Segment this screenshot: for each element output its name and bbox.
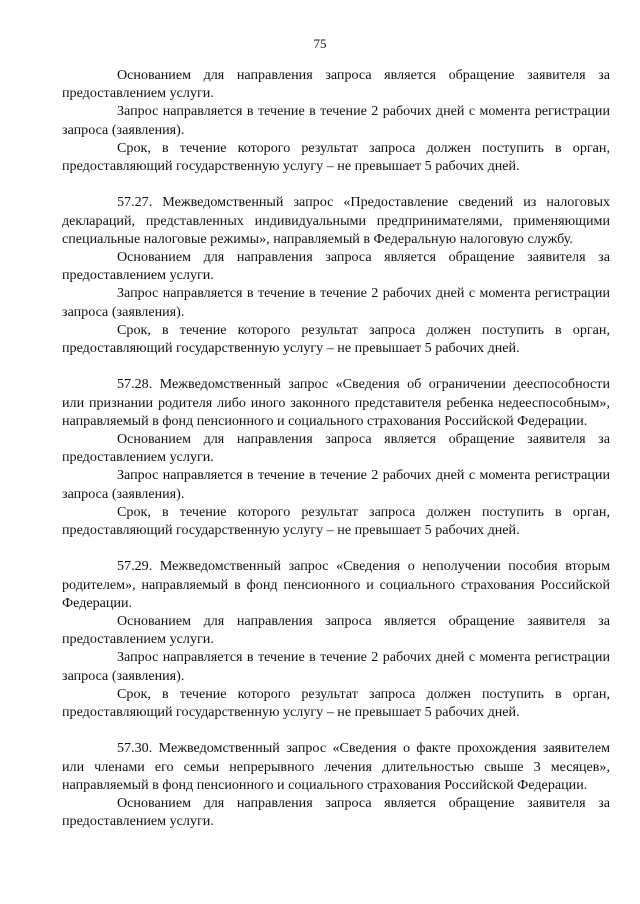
section-57-28-heading: 57.28. Межведомственный запрос «Сведения об ограничении дееспособности или признании родителя либо иного законного представителя ребенка недееспособным», направляемый в фонд пенсионного и социального страхования Российской Федерации.	[62, 376, 610, 429]
section-gap	[62, 721, 610, 739]
section-57-30-heading: 57.30. Межведомственный запрос «Сведения о факте прохождения заявителем или членами его семьи непрерывного лечения длительностью свыше 3 месяцев», направляемый в фонд пенсионного и социального страхования Российской Федерации.	[62, 740, 610, 793]
paragraph-basis: Основанием для направления запроса является обращение заявителя за предоставлением услуги.	[62, 249, 610, 284]
section-gap	[62, 539, 610, 557]
paragraph-request-timing: Запрос направляется в течение в течение 2 рабочих дней с момента регистрации запроса (заявления).	[62, 649, 610, 684]
section-gap	[62, 175, 610, 193]
document-body	[62, 66, 610, 830]
paragraph-request-timing: Запрос направляется в течение в течение 2 рабочих дней с момента регистрации запроса (заявления).	[62, 467, 610, 502]
section-gap	[62, 357, 610, 375]
paragraph-response-deadline: Срок, в течение которого результат запроса должен поступить в орган, предоставляющий государственную услугу – не превышает 5 рабочих дней.	[62, 321, 610, 357]
paragraph-response-deadline: Срок, в течение которого результат запроса должен поступить в орган, предоставляющий государственную услугу – не превышает 5 рабочих дней.	[62, 503, 610, 539]
paragraph-basis: Основанием для направления запроса является обращение заявителя за предоставлением услуги.	[62, 67, 610, 102]
section-57-27-heading: 57.27. Межведомственный запрос «Предоставление сведений из налоговых деклараций, представленных индивидуальными предпринимателями, применяющими специальные налоговые режимы», направляемый в Федеральную налоговую службу.	[62, 194, 610, 247]
paragraph-response-deadline: Срок, в течение которого результат запроса должен поступить в орган, предоставляющий государственную услугу – не превышает 5 рабочих дней.	[62, 139, 610, 175]
paragraph-basis: Основанием для направления запроса является обращение заявителя за предоставлением услуги.	[62, 431, 610, 466]
page-number: 75	[313, 36, 327, 51]
paragraph-request-timing: Запрос направляется в течение в течение 2 рабочих дней с момента регистрации запроса (заявления).	[62, 103, 610, 138]
paragraph-basis: Основанием для направления запроса является обращение заявителя за предоставлением услуги.	[62, 613, 610, 648]
section-57-29-heading: 57.29. Межведомственный запрос «Сведения о неполучении пособия вторым родителем», направляемый в фонд пенсионного и социального страхования Российской Федерации.	[62, 558, 610, 611]
paragraph-request-timing: Запрос направляется в течение в течение 2 рабочих дней с момента регистрации запроса (заявления).	[62, 285, 610, 320]
paragraph-basis: Основанием для направления запроса является обращение заявителя за предоставлением услуги.	[62, 795, 610, 830]
paragraph-response-deadline: Срок, в течение которого результат запроса должен поступить в орган, предоставляющий государственную услугу – не превышает 5 рабочих дней.	[62, 685, 610, 721]
